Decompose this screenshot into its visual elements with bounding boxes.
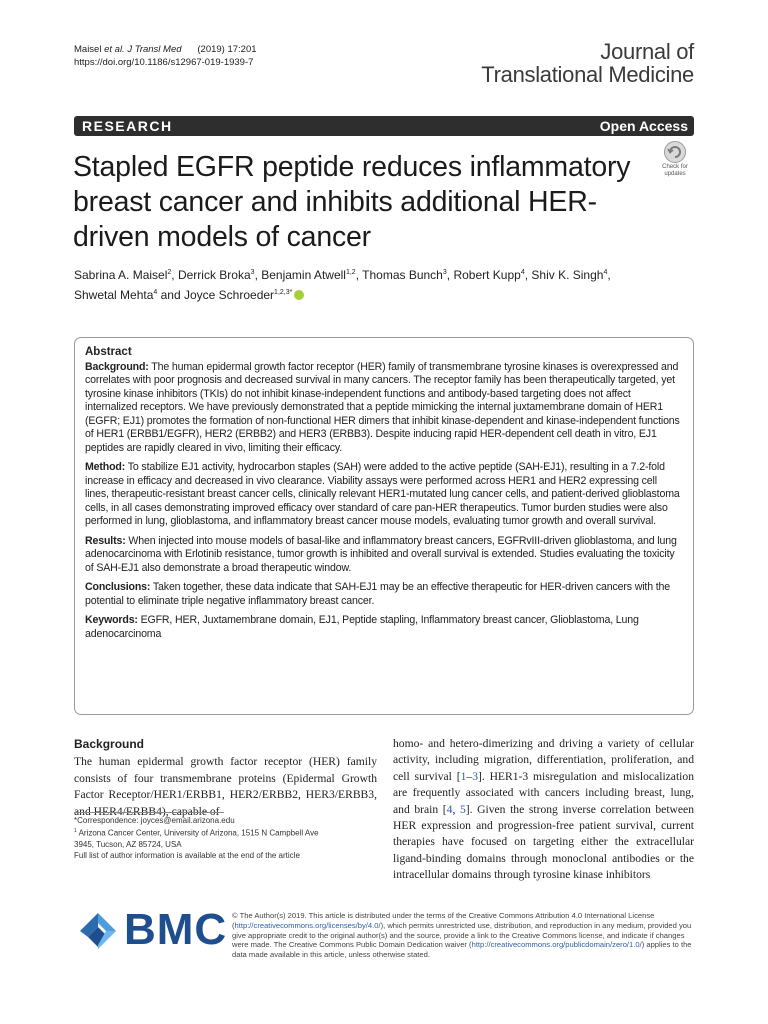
correspondence-note: *Correspondence: joyces@email.arizona.edu	[74, 816, 235, 825]
background-paragraph-left: The human epidermal growth factor receptor (HER) family consists of four transmembrane proteins (Epidermal Growth Factor Receptor/HER1/ERBB1, HER2/ERBB2, HER3/ERBB3, and HER4/ERBB4), capable of	[74, 755, 377, 818]
author[interactable]: Robert Kupp$^4$	[453, 268, 525, 282]
abstract-background-label: Background:	[85, 360, 149, 373]
author[interactable]: Shiv K. Singh$^4$	[531, 268, 608, 282]
abstract-heading: Abstract	[85, 346, 132, 358]
abstract-results	[85, 535, 683, 576]
abstract-conclusions-label: Conclusions:	[85, 581, 151, 593]
reference-link[interactable]: 5	[459, 802, 466, 816]
public-domain-link[interactable]: http://creativecommons.org/publicdomain/zero/1.0/	[471, 940, 642, 950]
author[interactable]: Joyce Schroeder$^{1,2,3*}$	[184, 288, 293, 302]
doi-link[interactable]: https://doi.org/10.1186/s12967-019-1939-7	[74, 57, 254, 68]
check-updates-icon	[662, 140, 688, 164]
citation-year: (2019) 17:201	[197, 44, 257, 55]
article-title: Stapled EGFR peptide reduces inflammatory breast cancer and inhibits additional HER-driven models of cancer	[73, 151, 631, 253]
citation-authors: Maisel	[74, 44, 105, 55]
section-label: RESEARCH	[74, 116, 494, 136]
abstract-keywords-label: Keywords:	[85, 614, 138, 626]
license-link[interactable]: http://creativecommons.org/licenses/by/4.0/	[234, 920, 381, 930]
abstract-method-text: To stabilize EJ1 activity, hydrocarbon staples (SAH) were added to the active peptide (SAH-EJ1), resulting in a 7.2-fold increase in efficacy and decreased in vivo clearance. Viability assays were performed across HER1 and HER2 expressing cell lines, therapeutic-resistant breast cancer cells, clinically relevant HER1-mutated lung cancer cells, and patient-derived glioblastoma cells, in all cases demonstrating improved efficacy over standard of care pan-HER therapeutics. Tumor burden studies were also performed in lung, glioblastoma, and inflammatory breast cancer mouse models, evaluating tumor growth and overall survival.	[85, 461, 680, 527]
background-heading: Background	[74, 737, 145, 751]
author[interactable]: Sabrina A. Maisel$^2$	[74, 268, 172, 282]
abstract-box	[74, 337, 694, 715]
bmc-logo-text: BMC	[124, 905, 228, 954]
abstract-background-text: The human epidermal growth factor receptor (HER) family of transmembrane tyrosine kinases is overexpressed and correlates with poor prognosis and decreased survival in many cancers. The receptor family has been therapeutically targeted, yet tyrosine kinase inhibitors (TKIs) do not inhibit kinase-independent functions and antibody-based targeting does not affect internalized receptors. We have previously demonstrated that a peptide mimicking the internal juxtamembrane domain of HER1 (EGFR; EJ1) promotes the formation of non-functional HER dimers that inhibit kinase-dependent and kinase-independent functions of HER1 (ERBB1/EGFR), HER2 (ERBB2) and HER3 (ERBB3). Despite inducing rapid HER-dependent cell death in vitro, EJ1 peptides are rapidly cleared in vivo, limiting their efficacy.	[85, 360, 680, 454]
reference-link[interactable]: 4	[446, 802, 453, 816]
author-list: Sabrina A. Maisel$^2$, Derrick Broka$^3$, Benjamin Atwell$^{1,2}$, Thomas Bunch$^3$, Robert Kupp$^4$, Shiv K. Singh$^4$, Shwetal Mehta$^4$ and Joyce Schroeder$^{1,2,3*}$	[74, 268, 611, 302]
abstract-keywords-text: EGFR, HER, Juxtamembrane domain, EJ1, Peptide stapling, Inflammatory breast cancer, Glioblastoma, Lung adenocarcinoma	[85, 614, 639, 640]
abstract-keywords	[85, 614, 683, 641]
abstract-results-text: When injected into mouse models of basal-like and inflammatory breast cancers, EGFRvIII-driven glioblastoma, and lung adenocarcinoma with Erlotinib resistance, tumor growth is inhibited and overall survival is extended. Studies evaluating the toxicity of SAH-EJ1 also demonstrate a broad therapeutic window.	[85, 534, 677, 574]
author[interactable]: Derrick Broka$^3$	[177, 268, 255, 282]
bmc-logo	[76, 905, 226, 957]
journal-name	[481, 40, 694, 86]
journal-name-line1: Journal of	[600, 39, 694, 64]
background-paragraph-right: homo- and hetero-dimerizing and driving a variety of cellular activity, including migration, differentiation, proliferation, and cell survival [1–3]. HER1-3 misregulation and mislocalization are frequently associated with cancers including breast, lung, and brain [4, 5]. Given the strong inverse correlation between HER expression and progression-free patient survival, current therapies have focused on targeting either the extracellular ligand-binding domains through monoclonal antibodies or the intracellular domains through tyrosine kinase inhibitors	[393, 737, 694, 882]
open-access-label: Open Access	[494, 116, 694, 136]
abstract-conclusions	[85, 581, 683, 608]
reference-link[interactable]: 1	[460, 769, 467, 783]
footnotes	[74, 815, 377, 861]
bmc-logo-icon	[76, 905, 122, 957]
check-for-updates-badge[interactable]	[656, 140, 694, 180]
author-info-note: Full list of author information is available at the end of the article	[74, 850, 300, 860]
body-left-column	[74, 736, 377, 820]
license-text: © The Author(s) 2019. This article is distributed under the terms of the Creative Commons Attribution 4.0 International License (http://creativecommons.org/licenses/by/4.0/), which permits unrestricted use, distribution, and reproduction in any medium, provided you give appropriate credit to the original author(s) and the source, provide a link to the Creative Commons license, and indicate if changes were made. The Creative Commons Public Domain Dedication waiver (http://creativecommons.org/publicdomain/zero/1.0/) applies to the data made available in this article, unless otherwise stated.	[232, 911, 692, 960]
abstract-results-label: Results:	[85, 534, 126, 547]
section-band	[74, 116, 694, 136]
abstract-method	[85, 461, 683, 529]
reference-link[interactable]: 3	[472, 769, 478, 783]
orcid-icon[interactable]	[294, 290, 304, 300]
author[interactable]: Shwetal Mehta$^4$	[74, 288, 158, 302]
footnote-rule	[74, 812, 224, 813]
affiliation-note-cont: 3945, Tucson, AZ 85724, USA	[74, 839, 182, 849]
author[interactable]: Thomas Bunch$^3$	[362, 268, 447, 282]
citation-line	[74, 43, 257, 56]
abstract-method-label: Method:	[85, 461, 126, 473]
body-right-column	[393, 736, 694, 884]
check-updates-line1: Check for	[662, 164, 688, 170]
affiliation-note: $^1$ Arizona Cancer Center, University of Arizona, 1515 N Campbell Ave	[74, 828, 319, 838]
check-updates-line2: updates	[664, 171, 686, 177]
abstract-background	[85, 361, 683, 456]
journal-name-line2: Translational Medicine	[481, 62, 694, 87]
author[interactable]: Benjamin Atwell$^{1,2}$	[261, 268, 356, 282]
citation-journal: et al. J Transl Med	[104, 44, 182, 55]
abstract-conclusions-text: Taken together, these data indicate that SAH-EJ1 may be an effective therapeutic for HER-driven cancers with the potential to eliminate triple negative inflammatory breast cancer.	[85, 581, 671, 607]
citation	[74, 43, 257, 69]
